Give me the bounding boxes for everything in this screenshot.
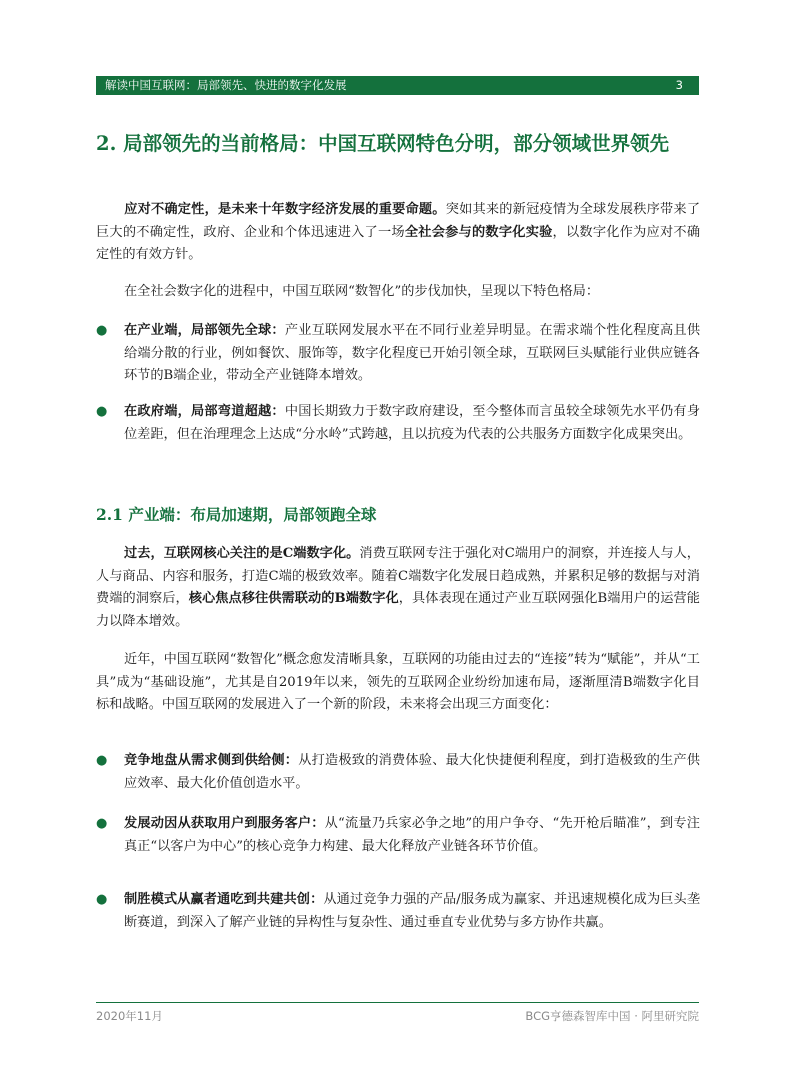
page-number: 3 (675, 78, 683, 92)
list-item (96, 813, 700, 858)
bullet-text (124, 813, 700, 858)
intro-text-3: 在全社会数字化的进程中，中国互联网“数智化”的步伐加快，呈现以下特色格局： (124, 284, 600, 299)
bullet-text (124, 401, 700, 446)
list-item (96, 889, 700, 934)
intro-text-2: ，以数字化作为应对不确定性的有效方针。 (96, 224, 701, 263)
bullet-icon: ● (96, 816, 108, 831)
intro-bold-2: 全社会参与的数字化实验 (404, 224, 553, 240)
bullet-bold: 发展动因从获取用户到服务客户： (124, 816, 325, 831)
intro-text-1: 突如其来的新冠疫情为全球发展秩序带来了巨大的不确定性，政府、企业和个体迅速进入了一场 (96, 202, 701, 240)
bullet-bold: 在产业端，局部领先全球： (124, 323, 285, 338)
bullet-bold: 制胜模式从赢者通吃到共建共创： (124, 892, 324, 907)
intro-paragraph-2 (96, 281, 700, 304)
bullet-body: 从通过竞争力强的产品/服务成为赢家、并迅速规模化成为巨头垄断赛道，到深入了解产业链的异构性与复杂性、通过垂直专业优势与多方协作共赢。 (124, 892, 701, 930)
subsection-title: 2.1 产业端：布局加速期，局部领跑全球 (96, 505, 377, 524)
bullet-text (124, 889, 700, 934)
footer-source: BCG亨德森智库中国 · 阿里研究院 (525, 1009, 699, 1023)
bullet-body: 中国长期致力于数字政府建设，至今整体而言虽较全球领先水平仍有身位差距，但在治理理念上达成“分水岭”式跨越，且以抗疫为代表的公共服务方面数字化成果突出。 (124, 404, 701, 442)
list-item (96, 401, 700, 446)
bullet-body: 从打造极致的消费体验、最大化快捷便利程度，到打造极致的生产供应效率、最大化价值创造水平。 (124, 753, 700, 791)
bullet-icon: ● (96, 404, 108, 419)
body-paragraph-1 (96, 543, 700, 633)
bullet-body: 产业互联网发展水平在不同行业差异明显。在需求端个性化程度高且供给端分散的行业，例如餐饮、服饰等，数字化程度已开始引领全球，互联网巨头赋能行业供应链各环节的B端企业，带动全产业链降本增效。 (124, 323, 701, 384)
body-text-1: 消费互联网专注于强化对C端用户的洞察，并连接人与人，人与商品、内容和服务，打造C端的极致效率。随着C端数字化发展日趋成熟，并累积足够的数据与对消费端的洞察后， (96, 546, 700, 607)
bullet-icon: ● (96, 753, 108, 768)
bullet-text (124, 320, 700, 388)
body-text-3: 近年，中国互联网“数智化”概念愈发清晰具象，互联网的功能由过去的“连接”转为“赋能”，并从“工具”成为“基础设施”，尤其是自2019年以来，领先的互联网企业纷纷加速布局，逐渐厘清B端数字化目标和战略。中国互联网的发展进入了一个新的阶段，未来将会出现三方面变化： (96, 652, 700, 713)
list-item (96, 320, 700, 388)
intro-paragraph-1 (96, 199, 700, 267)
bullet-bold: 在政府端，局部弯道超越： (124, 404, 285, 419)
bullet-text (124, 750, 700, 795)
body-paragraph-2 (96, 649, 700, 717)
footer-date: 2020年11月 (96, 1009, 163, 1023)
bullet-icon: ● (96, 323, 108, 338)
bullet-bold: 竞争地盘从需求侧到供给侧： (124, 753, 299, 768)
bullet-body: 从“流量乃兵家必争之地”的用户争夺、“先开枪后瞄准”，到专注真正“以客户为中心”的核心竞争力构建、最大化释放产业链各环节价值。 (124, 816, 700, 854)
header-title: 解读中国互联网：局部领先、快进的数字化发展 (105, 78, 347, 92)
body-bold-2: 核心焦点移往供需联动的B端数字化 (188, 591, 399, 607)
intro-bold-1: 应对不确定性，是未来十年数字经济发展的重要命题。 (124, 202, 446, 217)
list-item (96, 750, 700, 795)
body-text-2: ，具体表现在通过产业互联网强化B端用户的运营能力以降本增效。 (96, 591, 700, 629)
header-bar (96, 76, 699, 95)
body-bold-1: 过去，互联网核心关注的是C端数字化。 (124, 546, 360, 561)
bullet-icon: ● (96, 892, 108, 907)
footer-divider (96, 1002, 699, 1003)
section-title: 2. 局部领先的当前格局：中国互联网特色分明，部分领域世界领先 (96, 132, 670, 155)
